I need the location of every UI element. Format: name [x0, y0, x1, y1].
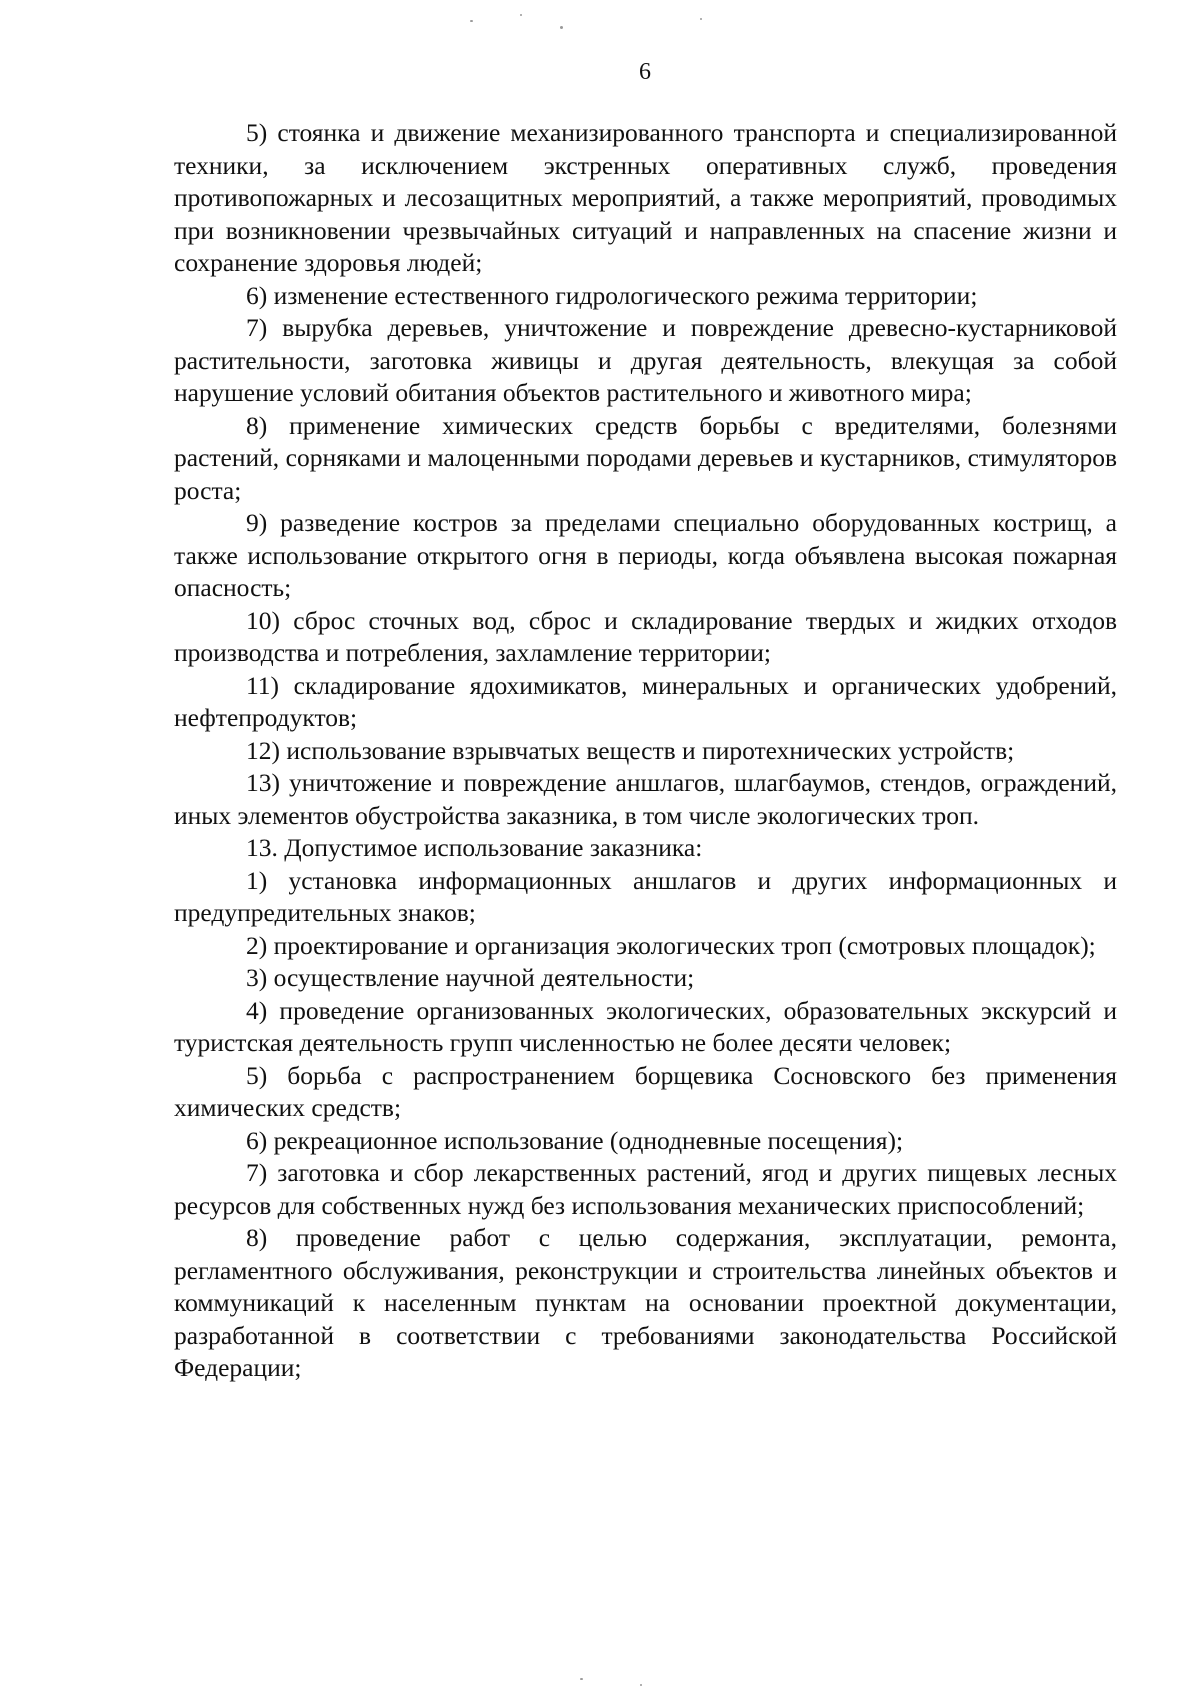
- document-body: [174, 117, 1117, 1385]
- list-item-prohibited-10: 10) сброс сточных вод, сброс и складирование твердых и жидких отходов производства и потребления, захламление территории;: [174, 605, 1117, 667]
- list-item-permitted-6: 6) рекреационное использование (однодневные посещения);: [246, 1125, 904, 1155]
- scan-speck: [640, 1684, 642, 1686]
- list-item-prohibited-6: 6) изменение естественного гидрологического режима территории;: [246, 280, 978, 310]
- list-item-prohibited-5: 5) стоянка и движение механизированного транспорта и специализированной техники, за исключением экстренных оперативных служб, проведения противопожарных и лесозащитных мероприятий, а также мероприятий, проводимых при возникновении чрезвычайных ситуаций и направленных на спасение жизни и сохранение здоровья людей;: [174, 118, 1117, 277]
- scan-speck: [560, 26, 563, 29]
- scan-speck: [470, 20, 473, 22]
- list-item-prohibited-12: 12) использование взрывчатых веществ и пиротехнических устройств;: [246, 735, 1015, 765]
- scan-speck: [580, 1678, 583, 1680]
- scan-speck: [700, 18, 702, 20]
- list-item-prohibited-13: 13) уничтожение и повреждение аншлагов, шлагбаумов, стендов, ограждений, иных элементов обустройства заказника, в том числе экологических троп.: [174, 768, 1117, 830]
- scan-speck: [520, 14, 522, 16]
- page-number: 6: [639, 59, 651, 85]
- list-item-prohibited-9: 9) разведение костров за пределами специально оборудованных кострищ, а также использование открытого огня в периоды, когда объявлена высокая пожарная опасность;: [174, 508, 1117, 602]
- list-item-permitted-7: 7) заготовка и сбор лекарственных растений, ягод и других пищевых лесных ресурсов для собственных нужд без использования механических приспособлений;: [174, 1158, 1117, 1220]
- list-item-permitted-3: 3) осуществление научной деятельности;: [246, 963, 695, 992]
- list-item-prohibited-7: 7) вырубка деревьев, уничтожение и повреждение древесно-кустарниковой растительности, заготовка живицы и другая деятельность, влекущая за собой нарушение условий обитания объектов растительного и животного мира;: [174, 313, 1117, 407]
- list-item-permitted-4: 4) проведение организованных экологических, образовательных экскурсий и туристская деятельность групп численностью не более десяти человек;: [174, 995, 1117, 1057]
- list-item-permitted-2: 2) проектирование и организация экологических троп (смотровых площадок);: [246, 930, 1096, 960]
- list-item-permitted-1: 1) установка информационных аншлагов и других информационных и предупредительных знаков;: [174, 865, 1117, 927]
- list-item-prohibited-8: 8) применение химических средств борьбы с вредителями, болезнями растений, сорняками и малоценными породами деревьев и кустарников, стимуляторов роста;: [174, 410, 1117, 505]
- list-item-permitted-5: 5) борьба с распространением борщевика Сосновского без применения химических средств;: [174, 1060, 1117, 1122]
- section-heading-13: 13. Допустимое использование заказника:: [246, 833, 703, 862]
- list-item-permitted-8: 8) проведение работ с целью содержания, эксплуатации, ремонта, регламентного обслуживания, реконструкции и строительства линейных объектов и коммуникаций к населенным пунктам на основании проектной документации, разработанной в соответствии с требованиями законодательства Российской Федерации;: [174, 1223, 1117, 1382]
- list-item-prohibited-11: 11) складирование ядохимикатов, минеральных и органических удобрений, нефтепродуктов;: [174, 670, 1117, 732]
